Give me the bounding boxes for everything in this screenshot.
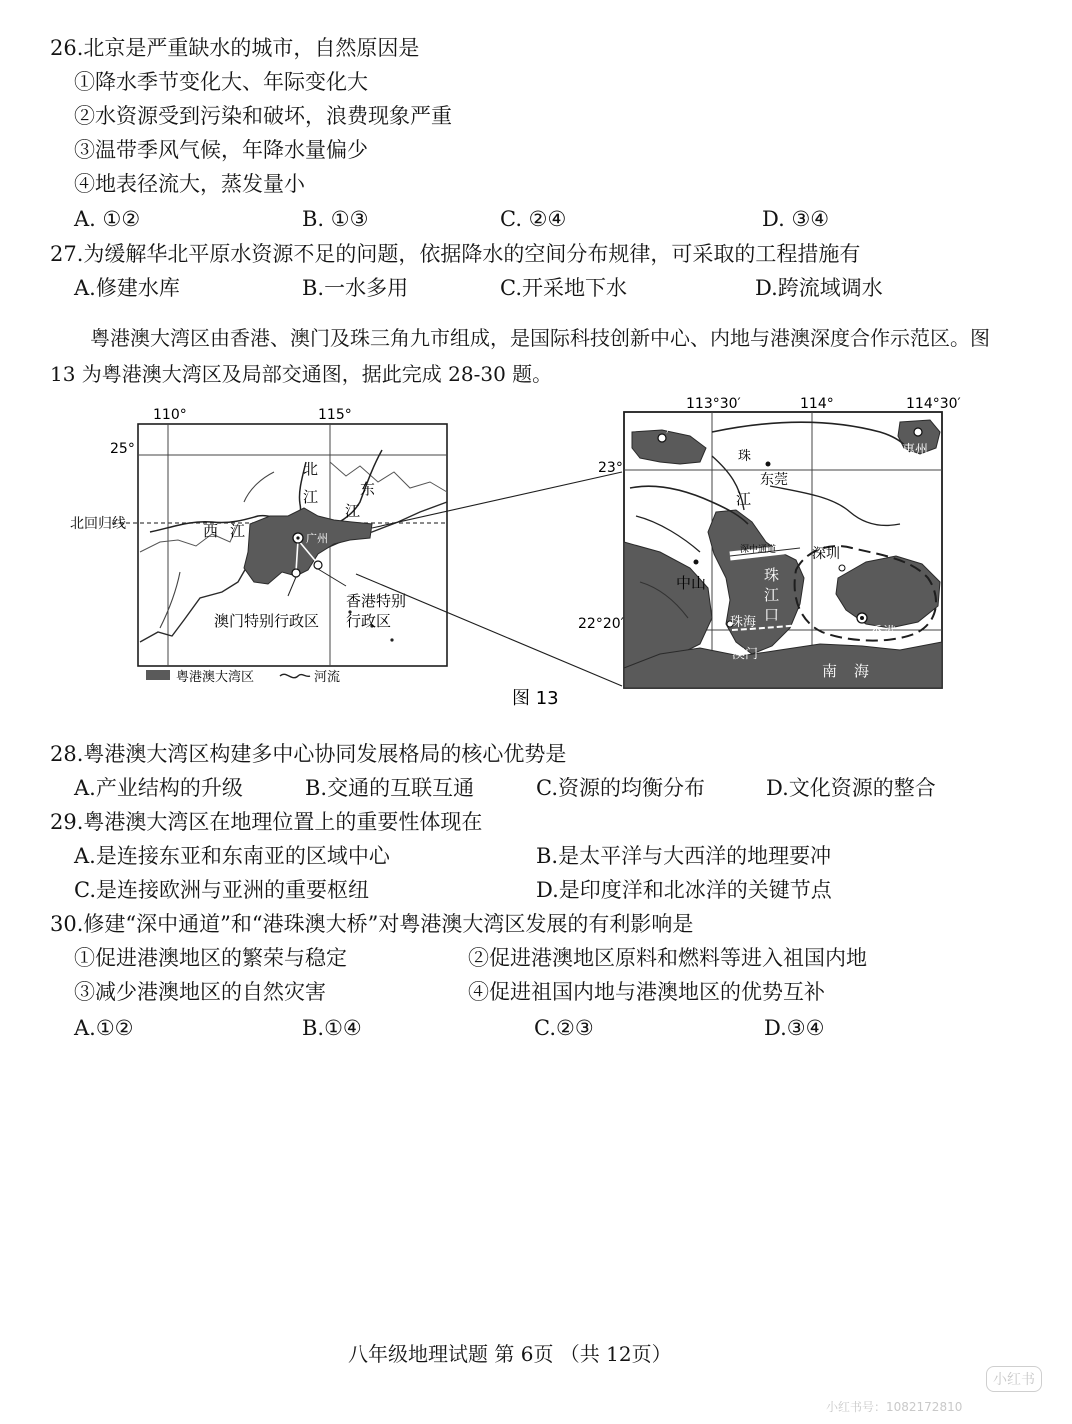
q26-item-1: ①降水季节变化大、年际变化大 bbox=[74, 70, 368, 94]
q27-option-d: D.跨流域调水 bbox=[755, 276, 883, 300]
q26-stem: 26.北京是严重缺水的城市，自然原因是 bbox=[50, 36, 420, 60]
q27-option-c: C.开采地下水 bbox=[500, 276, 627, 300]
q30-option-c: C.②③ bbox=[534, 1016, 594, 1040]
sea-label-nan: 南 bbox=[822, 662, 838, 680]
q29-stem: 29.粤港澳大湾区在地理位置上的重要性体现在 bbox=[50, 810, 483, 834]
q30-option-b: B.①④ bbox=[302, 1016, 362, 1040]
estuary-label-kou: 口 bbox=[764, 606, 780, 624]
q30-item-3: ③减少港澳地区的自然灾害 bbox=[74, 980, 326, 1004]
q26-item-2: ②水资源受到污染和破坏，浪费现象严重 bbox=[74, 104, 452, 128]
river-label-jiang-3: 江 bbox=[230, 522, 246, 540]
sea-label-hai: 海 bbox=[854, 662, 870, 680]
q26-item-4: ④地表径流大，蒸发量小 bbox=[74, 172, 305, 196]
river-label-xi: 西 bbox=[203, 522, 219, 540]
place-shenzhen: 深圳 bbox=[812, 546, 840, 562]
right-lat-23: 23° bbox=[598, 460, 623, 476]
right-lon-11430: 114°30′ bbox=[906, 396, 961, 412]
hk-label-line2: 行政区 bbox=[346, 612, 392, 630]
q28-option-b: B.交通的互联互通 bbox=[305, 776, 475, 800]
intro-paragraph: 粤港澳大湾区由香港、澳门及珠三角九市组成，是国际科技创新中心、内地与港澳深度合作示范区。图 13 为粤港澳大湾区及局部交通图，据此完成 28-30 题。 bbox=[50, 326, 990, 386]
q30-option-d: D.③④ bbox=[764, 1016, 825, 1040]
q27-option-a: A.修建水库 bbox=[74, 276, 180, 300]
left-lon-115: 115° bbox=[318, 407, 352, 423]
q27-option-b: B.一水多用 bbox=[302, 276, 409, 300]
legend-river-swatch bbox=[280, 674, 310, 677]
right-map bbox=[578, 396, 961, 688]
q26-option-b: B. ①③ bbox=[302, 207, 369, 231]
q30-item-2: ②促进港澳地区原料和燃料等进入祖国内地 bbox=[468, 946, 867, 970]
figure-caption: 图 13 bbox=[512, 688, 559, 709]
figure-13 bbox=[0, 392, 1072, 732]
watermark-id: 小红书号：1082172810 bbox=[826, 1400, 963, 1414]
river-label-jiang-2: 江 bbox=[345, 502, 361, 520]
legend-area-swatch bbox=[146, 670, 170, 680]
q27-stem: 27.为缓解华北平原水资源不足的问题，依据降水的空间分布规律，可采取的工程措施有 bbox=[50, 242, 861, 266]
river-label-jiang: 江 bbox=[736, 490, 752, 508]
q28-option-d: D.文化资源的整合 bbox=[766, 776, 936, 800]
tunnel-label: 深中通道 bbox=[740, 545, 777, 555]
right-lon-114: 114° bbox=[800, 396, 834, 412]
q26-option-a: A. ①② bbox=[74, 207, 141, 231]
watermark-logo: 小红书 bbox=[986, 1366, 1042, 1392]
q26-option-c: C. ②④ bbox=[500, 207, 567, 231]
q30-stem: 30.修建“深中通道”和“港珠澳大桥”对粤港澳大湾区发展的有利影响是 bbox=[50, 912, 694, 936]
legend-area-label: 粤港澳大湾区 bbox=[176, 670, 255, 685]
q29-option-b: B.是太平洋与大西洋的地理要冲 bbox=[536, 844, 832, 868]
q28-stem: 28.粤港澳大湾区构建多中心协同发展格局的核心优势是 bbox=[50, 742, 567, 766]
macao-label: 澳门特别行政区 bbox=[214, 612, 320, 630]
river-label-dong: 东 bbox=[360, 480, 376, 498]
left-lon-110: 110° bbox=[153, 407, 187, 423]
place-huizhou: 惠州 bbox=[902, 443, 929, 458]
q30-item-1: ①促进港澳地区的繁荣与稳定 bbox=[74, 946, 347, 970]
place-guangzhou: 广州 bbox=[666, 421, 693, 436]
q28-option-c: C.资源的均衡分布 bbox=[536, 776, 705, 800]
legend-river-label: 河流 bbox=[314, 670, 341, 685]
river-label-zhu: 珠 bbox=[738, 449, 752, 464]
left-city-guangzhou: 广州 bbox=[306, 532, 328, 545]
estuary-label-jiang: 江 bbox=[764, 586, 780, 604]
q29-option-a: A.是连接东亚和东南亚的区域中心 bbox=[74, 844, 390, 868]
place-hongkong: 香港 bbox=[870, 625, 897, 640]
q30-item-4: ④促进祖国内地与港澳地区的优势互补 bbox=[468, 980, 825, 1004]
tropic-label: 北回归线 bbox=[70, 516, 126, 532]
q29-option-d: D.是印度洋和北冰洋的关键节点 bbox=[536, 878, 832, 902]
q28-option-a: A.产业结构的升级 bbox=[74, 776, 243, 800]
river-label-bei: 北 bbox=[303, 460, 319, 478]
river-label-jiang-1: 江 bbox=[303, 488, 319, 506]
q29-option-c: C.是连接欧洲与亚洲的重要枢纽 bbox=[74, 878, 369, 902]
q30-option-a: A.①② bbox=[74, 1016, 134, 1040]
estuary-label-zhu: 珠 bbox=[764, 566, 780, 584]
q26-item-3: ③温带季风气候，年降水量偏少 bbox=[74, 138, 368, 162]
place-macao: 澳门 bbox=[732, 647, 759, 662]
place-zhongshan: 中山 bbox=[676, 574, 707, 592]
right-lon-11330: 113°30′ bbox=[686, 396, 741, 412]
q26-option-d: D. ③④ bbox=[762, 207, 830, 231]
page-footer: 八年级地理试题 第 6页 （共 12页） bbox=[348, 1342, 672, 1366]
place-dongguan: 东莞 bbox=[760, 472, 788, 488]
left-lat-25: 25° bbox=[110, 441, 135, 457]
place-zhuhai: 珠海 bbox=[730, 615, 757, 630]
hk-label-line1: 香港特别 bbox=[346, 592, 407, 610]
right-lat-2220: 22°20′ bbox=[578, 616, 624, 632]
left-map bbox=[70, 407, 447, 685]
